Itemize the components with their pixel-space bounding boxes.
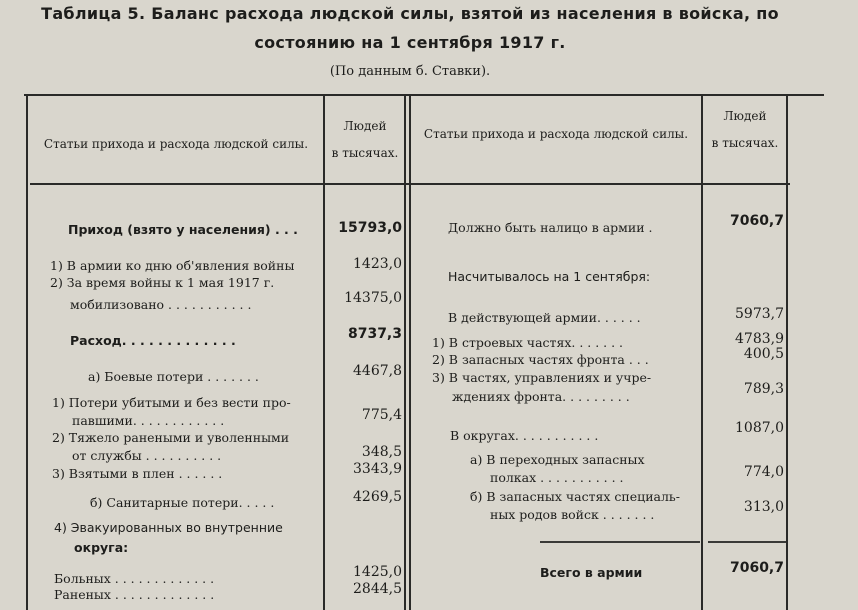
left-row-captured: 3) Взятыми в плен . . . . . . xyxy=(52,466,223,481)
table-title-line-1: Таблица 5. Баланс расхода людской силы, взятой из населения в войска, по xyxy=(41,4,779,23)
right-value-front-reserve: 400,5 xyxy=(743,346,784,362)
header-people-left-line-2: в тысячах. xyxy=(331,146,399,160)
header-people-right-line-2: в тысячах. xyxy=(711,136,779,150)
header-people-right xyxy=(704,108,786,152)
right-row-front-institutions-cont: ждениях фронта. . . . . . . . . xyxy=(452,389,630,404)
right-value-front-institutions: 789,3 xyxy=(743,381,784,397)
left-value-wounded: 2844,5 xyxy=(353,581,402,597)
left-row-wounded-discharged: 2) Тяжело ранеными и уволенными xyxy=(52,430,290,445)
right-value-should-be-present: 7060,7 xyxy=(729,213,784,229)
left-row-combat-losses: а) Боевые потери . . . . . . . xyxy=(88,369,259,384)
right-value-total-army: 7060,7 xyxy=(729,560,784,576)
left-row-wounded-discharged-cont: от службы . . . . . . . . . . xyxy=(72,448,222,463)
right-row-active-army: В действующей армии. . . . . . xyxy=(448,310,641,325)
left-value-combat-losses: 4467,8 xyxy=(353,363,402,379)
table-source-note: (По данным б. Ставки). xyxy=(329,64,491,79)
right-value-combat-units: 4783,9 xyxy=(735,331,784,347)
left-row-evacuated: 4) Эвакуированных во внутренние xyxy=(54,520,283,535)
left-row-during-war: 2) За время войны к 1 мая 1917 г. xyxy=(50,275,275,290)
left-income-label: Приход (взято у населения) . . . xyxy=(68,222,298,237)
header-people-left-line-1: Людей xyxy=(343,119,387,133)
right-row-combat-units: 1) В строевых частях. . . . . . . xyxy=(432,335,624,350)
right-row-should-be-present: Должно быть налицо в армии . xyxy=(448,220,653,235)
total-rule-2 xyxy=(708,541,786,543)
left-border xyxy=(26,96,28,610)
right-border xyxy=(786,96,788,610)
left-expense-value: 8737,3 xyxy=(347,326,402,342)
col-divider-1 xyxy=(323,96,325,610)
left-row-mobilized: мобилизовано . . . . . . . . . . . xyxy=(70,297,252,312)
left-value-wounded-discharged: 348,5 xyxy=(361,444,402,460)
right-row-special-reserve: б) В запасных частях специаль- xyxy=(470,489,680,504)
left-value-sanitary-losses: 4269,5 xyxy=(353,489,402,505)
left-value-army-at-war-start: 1423,0 xyxy=(353,256,402,272)
table-title-line-2: состоянию на 1 сентября 1917 г. xyxy=(254,33,566,52)
right-value-active-army: 5973,7 xyxy=(735,306,784,322)
col-divider-3 xyxy=(701,96,703,610)
right-row-front-institutions: 3) В частях, управлениях и учре- xyxy=(432,370,652,385)
left-row-army-at-war-start: 1) В армии ко дню об'явления войны xyxy=(50,258,295,273)
left-income-value: 15793,0 xyxy=(338,220,402,236)
left-row-sick: Больных . . . . . . . . . . . . . xyxy=(54,571,215,586)
right-value-districts: 1087,0 xyxy=(735,420,784,436)
left-row-evacuated-cont: округа: xyxy=(74,540,129,555)
col-divider-2b xyxy=(409,96,411,610)
right-row-transitional-reserve-cont: полках . . . . . . . . . . . xyxy=(490,470,624,485)
right-row-front-reserve: 2) В запасных частях фронта . . . xyxy=(432,352,649,367)
left-value-killed-missing: 775,4 xyxy=(361,407,402,423)
left-value-captured: 3343,9 xyxy=(353,461,402,477)
col-divider-2 xyxy=(404,96,406,610)
left-row-wounded: Раненых . . . . . . . . . . . . . xyxy=(54,587,215,602)
left-expense-label: Расход. . . . . . . . . . . . . xyxy=(70,333,236,348)
right-row-counted-sept-1: Насчитывалось на 1 сентября: xyxy=(448,269,651,284)
right-row-transitional-reserve: а) В переходных запасных xyxy=(470,452,645,467)
left-row-sanitary-losses: б) Санитарные потери. . . . . xyxy=(90,495,275,510)
right-value-transitional-reserve: 774,0 xyxy=(743,464,784,480)
right-row-total-army: Всего в армии xyxy=(540,565,643,580)
right-value-special-reserve: 313,0 xyxy=(743,499,784,515)
header-people-left xyxy=(326,118,404,162)
header-people-right-line-1: Людей xyxy=(723,109,767,123)
right-row-districts: В округах. . . . . . . . . . . xyxy=(450,428,599,443)
total-rule-1 xyxy=(540,541,700,543)
header-items-right: Статьи прихода и расхода людской силы. xyxy=(423,127,689,141)
left-row-killed-missing-cont: павшими. . . . . . . . . . . . xyxy=(72,413,225,428)
table-top-rule xyxy=(24,94,824,96)
right-row-special-reserve-cont: ных родов войск . . . . . . . xyxy=(490,507,655,522)
left-value-mobilized: 14375,0 xyxy=(344,290,402,306)
header-items-left: Статьи прихода и расхода людской силы. xyxy=(43,137,309,151)
left-value-sick: 1425,0 xyxy=(353,564,402,580)
left-row-killed-missing: 1) Потери убитыми и без вести про- xyxy=(52,395,291,410)
